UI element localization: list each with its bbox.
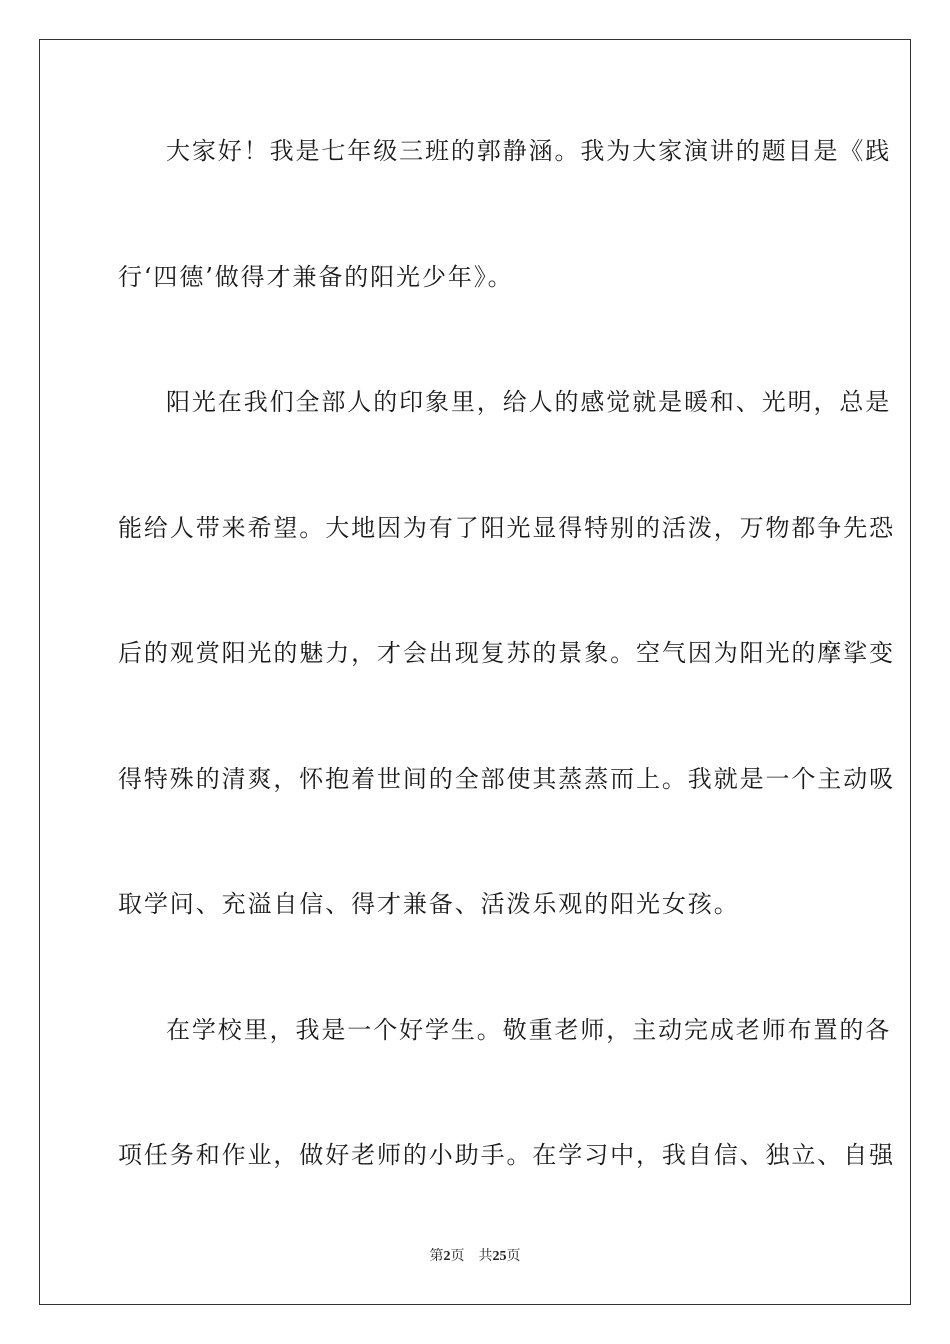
paragraph-3-line-1: 在学校里，我是一个好学生。敬重老师，主动完成老师布置的各: [166, 1015, 892, 1044]
paragraph-2-line-5: 取学问、充溢自信、得才兼备、活泼乐观的阳光女孩。: [118, 890, 740, 918]
paragraph-2-line-2: 能给人带来希望。大地因为有了阳光显得特别的活泼，万物都争先恐: [118, 513, 895, 542]
page-footer: [0, 1246, 950, 1267]
total-pages: 25: [492, 1249, 507, 1264]
paragraph-2-line-4: 得特殊的清爽，怀抱着世间的全部使其蒸蒸而上。我就是一个主动吸: [118, 764, 895, 793]
page-suffix: 页: [450, 1248, 465, 1264]
paragraph-3-line-2: 项任务和作业，做好老师的小助手。在学习中，我自信、独立、自强: [118, 1141, 895, 1169]
paragraph-2-line-1: 阳光在我们全部人的印象里，给人的感觉就是暖和、光明，总是: [166, 388, 892, 416]
total-suffix: 页: [506, 1248, 521, 1264]
paragraph-2-line-3: 后的观赏阳光的魅力，才会出现复苏的景象。空气因为阳光的摩挲变: [118, 639, 895, 667]
paragraph-1-line-1: 大家好！我是七年级三班的郭静涵。我为大家演讲的题目是《践: [166, 137, 892, 165]
page-number: 2: [443, 1249, 451, 1264]
document-body: [118, 128, 895, 1258]
total-prefix: 共: [478, 1248, 493, 1264]
page-prefix: 第: [429, 1248, 444, 1264]
paragraph-1-line-2: 行‘四德’做得才兼备的阳光少年》。: [118, 262, 514, 291]
